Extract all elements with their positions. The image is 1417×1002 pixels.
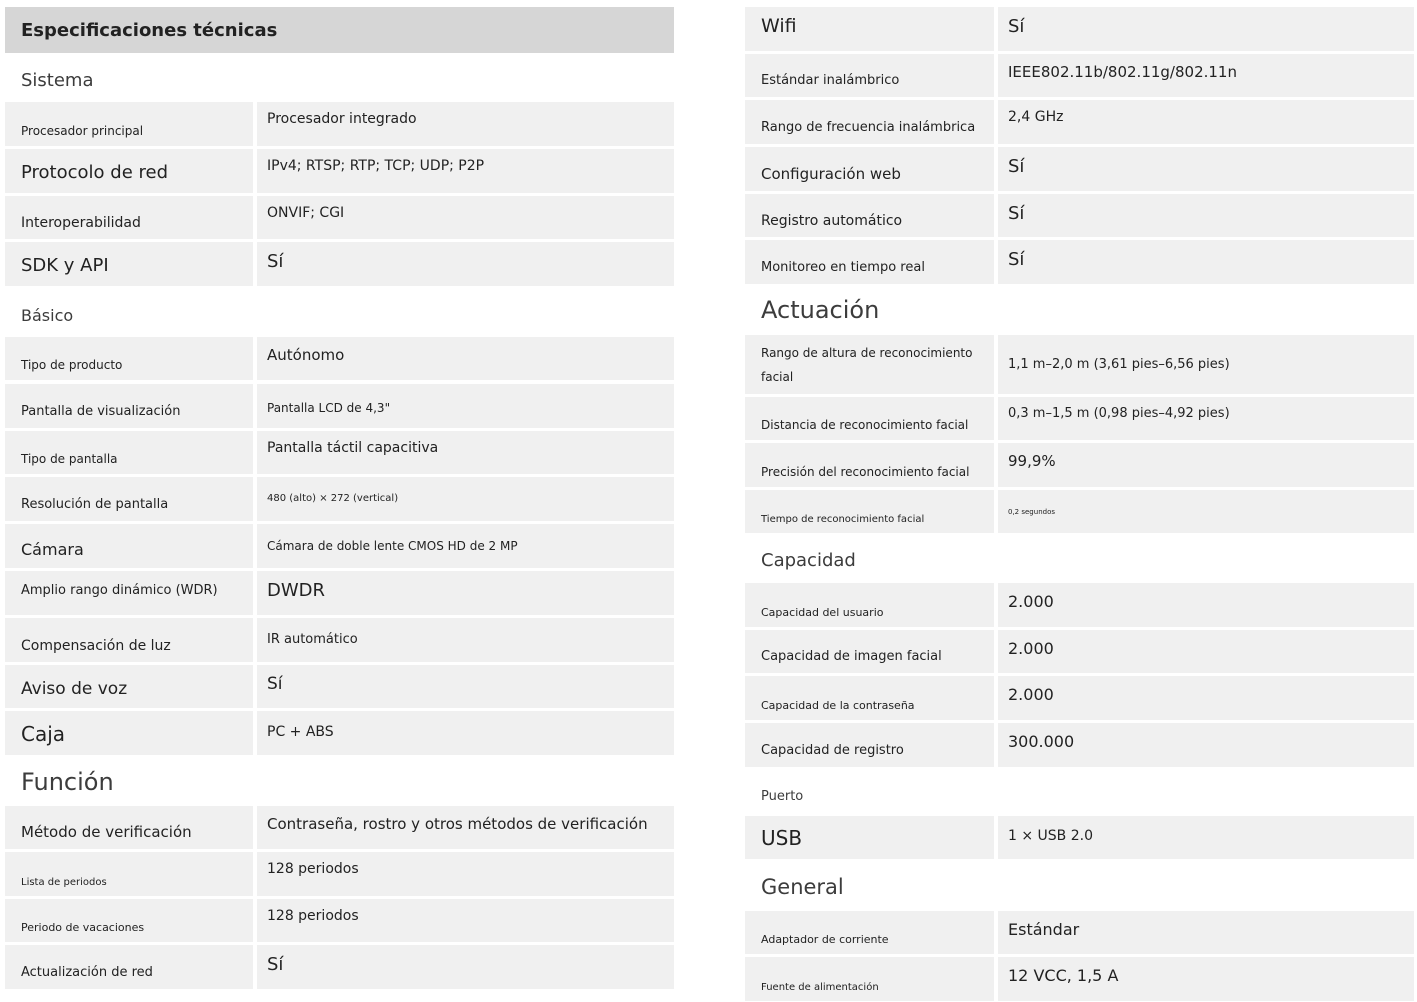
section-funcion	[5, 760, 674, 804]
spec-row	[745, 583, 1414, 627]
spec-value: Sí	[257, 945, 674, 989]
spec-value: 300.000	[998, 723, 1414, 767]
spec-value: Pantalla LCD de 4,3"	[257, 384, 674, 428]
spec-row	[745, 335, 1414, 394]
section-actuacion	[745, 288, 1414, 332]
section-puerto	[745, 777, 1414, 815]
section-title: General	[761, 875, 844, 899]
spec-label: Capacidad de imagen facial	[745, 630, 994, 673]
section-title: Puerto	[761, 788, 804, 804]
spec-label: Tipo de producto	[5, 337, 253, 380]
spec-value: 128 periodos	[257, 852, 674, 896]
spec-value: Sí	[998, 240, 1414, 284]
spec-row	[5, 571, 674, 615]
section-capacidad	[745, 539, 1414, 581]
spec-value: Contraseña, rostro y otros métodos de verificación	[257, 806, 674, 849]
spec-row	[745, 490, 1414, 533]
spec-label: Actualización de red	[5, 945, 253, 989]
spec-value: 1 × USB 2.0	[998, 816, 1414, 859]
spec-label: Tiempo de reconocimiento facial	[745, 490, 994, 533]
spec-value: IR automático	[257, 618, 674, 662]
spec-label: Compensación de luz	[5, 618, 253, 662]
spec-header	[5, 7, 674, 53]
spec-label: Capacidad de registro	[745, 723, 994, 767]
spec-value: 12 VCC, 1,5 A	[998, 957, 1414, 1001]
page-title: Especificaciones técnicas	[21, 19, 278, 41]
spec-row	[745, 816, 1414, 859]
spec-value: ONVIF; CGI	[257, 196, 674, 239]
spec-label: Procesador principal	[5, 102, 253, 146]
spec-row	[745, 630, 1414, 673]
section-title: Función	[21, 768, 114, 796]
spec-value: Sí	[998, 194, 1414, 237]
spec-value: Estándar	[998, 911, 1414, 954]
spec-value: 2.000	[998, 676, 1414, 720]
spec-label: Amplio rango dinámico (WDR)	[5, 571, 253, 615]
spec-label: Cámara	[5, 524, 253, 568]
spec-value: Procesador integrado	[257, 102, 674, 146]
spec-row	[5, 242, 674, 286]
spec-label: Registro automático	[745, 194, 994, 237]
spec-value: IPv4; RTSP; RTP; TCP; UDP; P2P	[257, 149, 674, 193]
spec-label: Método de verificación	[5, 806, 253, 849]
spec-value: PC + ABS	[257, 711, 674, 755]
spec-label: Fuente de alimentación	[745, 957, 994, 1001]
spec-value: 1,1 m–2,0 m (3,61 pies–6,56 pies)	[998, 335, 1414, 394]
spec-label: Rango de frecuencia inalámbrica	[745, 100, 994, 144]
spec-row	[5, 431, 674, 474]
spec-label: Wifi	[745, 7, 994, 51]
spec-value: Sí	[257, 242, 674, 286]
spec-row	[745, 100, 1414, 144]
section-sistema	[5, 60, 674, 100]
spec-row	[5, 945, 674, 989]
spec-row	[5, 899, 674, 942]
spec-value: 128 periodos	[257, 899, 674, 942]
spec-label: Capacidad de la contraseña	[745, 676, 994, 720]
spec-row	[5, 149, 674, 193]
spec-row	[745, 240, 1414, 284]
spec-value: Sí	[998, 7, 1414, 51]
spec-label: Periodo de vacaciones	[5, 899, 253, 942]
section-title: Sistema	[21, 69, 94, 91]
spec-label: Tipo de pantalla	[5, 431, 253, 474]
spec-label: Estándar inalámbrico	[745, 54, 994, 97]
spec-label: Precisión del reconocimiento facial	[745, 443, 994, 487]
section-title: Básico	[21, 305, 74, 325]
spec-label: Protocolo de red	[5, 149, 253, 193]
spec-label: Resolución de pantalla	[5, 477, 253, 521]
spec-value: Autónomo	[257, 337, 674, 380]
spec-value: 2,4 GHz	[998, 100, 1414, 144]
spec-label: Distancia de reconocimiento facial	[745, 397, 994, 440]
spec-row	[745, 147, 1414, 191]
spec-label: Lista de periodos	[5, 852, 253, 896]
section-title: Capacidad	[761, 549, 856, 571]
section-general	[745, 865, 1414, 909]
spec-value: 2.000	[998, 583, 1414, 627]
spec-row	[745, 194, 1414, 237]
spec-label: Interoperabilidad	[5, 196, 253, 239]
spec-row	[745, 7, 1414, 51]
spec-value: 99,9%	[998, 443, 1414, 487]
spec-row	[5, 711, 674, 755]
spec-row	[745, 443, 1414, 487]
spec-label: Capacidad del usuario	[745, 583, 994, 627]
spec-row	[5, 665, 674, 708]
spec-value: Cámara de doble lente CMOS HD de 2 MP	[257, 524, 674, 568]
spec-row	[745, 957, 1414, 1001]
spec-row	[5, 806, 674, 849]
spec-label: Aviso de voz	[5, 665, 253, 708]
spec-value: Pantalla táctil capacitiva	[257, 431, 674, 474]
spec-row	[5, 384, 674, 428]
spec-value: 2.000	[998, 630, 1414, 673]
spec-row	[745, 54, 1414, 97]
section-title: Actuación	[761, 296, 880, 324]
spec-row	[5, 102, 674, 146]
spec-value: DWDR	[257, 571, 674, 615]
spec-row	[745, 676, 1414, 720]
spec-label: Adaptador de corriente	[745, 911, 994, 954]
spec-value: IEEE802.11b/802.11g/802.11n	[998, 54, 1414, 97]
spec-value: 0,2 segundos	[998, 490, 1414, 533]
spec-label: SDK y API	[5, 242, 253, 286]
spec-label: USB	[745, 816, 994, 859]
spec-row	[5, 337, 674, 380]
spec-row	[745, 911, 1414, 954]
spec-row	[5, 196, 674, 239]
spec-label: Monitoreo en tiempo real	[745, 240, 994, 284]
spec-label: Caja	[5, 711, 253, 755]
spec-row	[5, 852, 674, 896]
spec-row	[5, 618, 674, 662]
spec-value: 0,3 m–1,5 m (0,98 pies–4,92 pies)	[998, 397, 1414, 440]
spec-label: Configuración web	[745, 147, 994, 191]
spec-row	[745, 397, 1414, 440]
spec-value: Sí	[257, 665, 674, 708]
spec-row	[745, 723, 1414, 767]
spec-row	[5, 477, 674, 521]
spec-value: Sí	[998, 147, 1414, 191]
spec-value: 480 (alto) × 272 (vertical)	[257, 477, 674, 521]
spec-label: Rango de altura de reconocimiento facial	[745, 335, 994, 394]
spec-row	[5, 524, 674, 568]
spec-label: Pantalla de visualización	[5, 384, 253, 428]
section-basico	[5, 296, 674, 334]
